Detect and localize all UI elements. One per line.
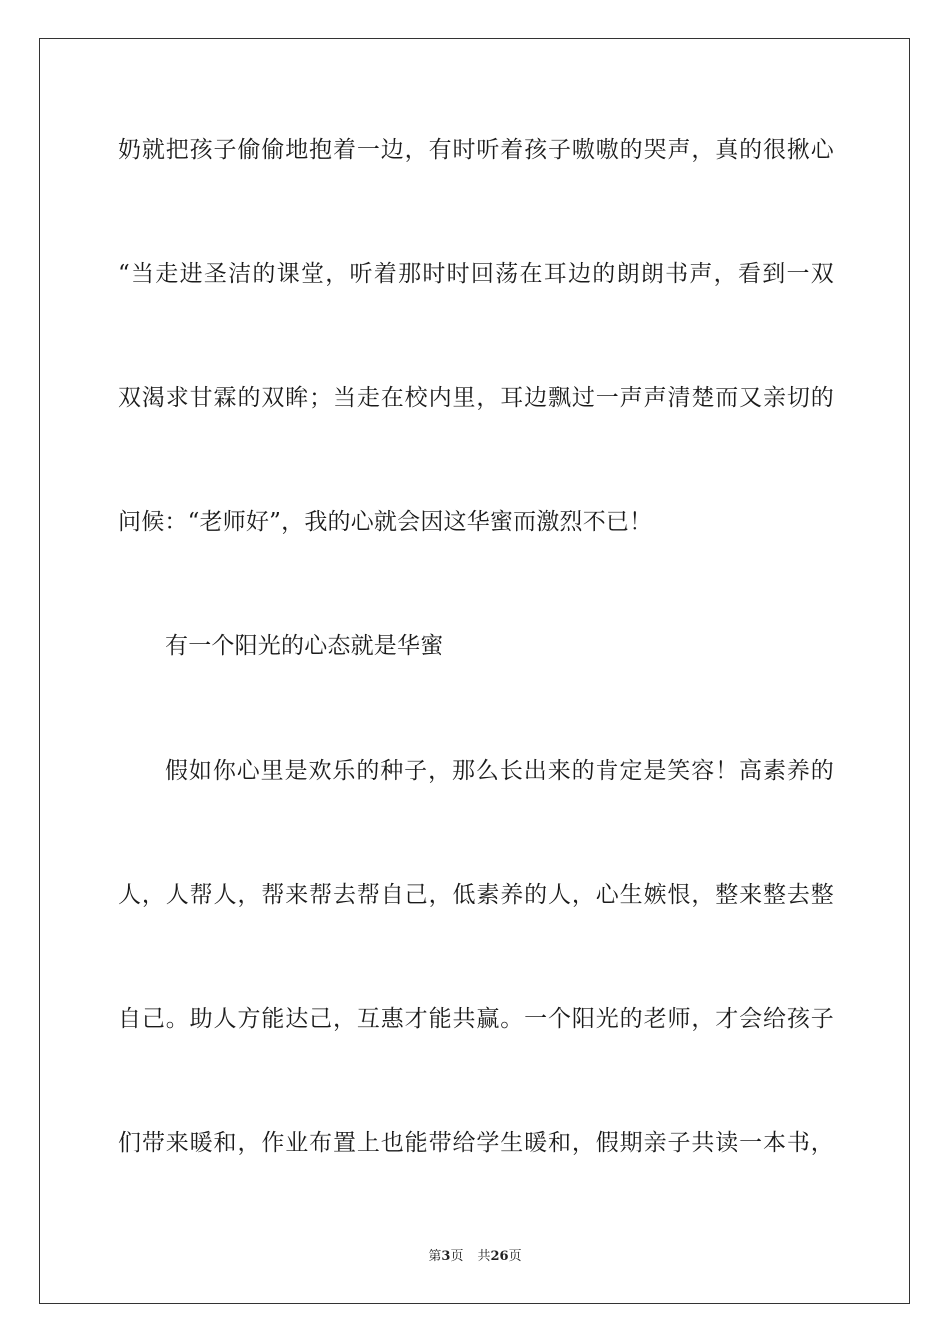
body-text-line-3: 双渴求甘霖的双眸；当走在校内里，耳边飘过一声声清楚而又亲切的 [118, 385, 834, 411]
body-text-line-1: 奶就把孩子偷偷地抱着一边，有时听着孩子嗷嗷的哭声，真的很揪心 [118, 137, 834, 163]
page-border [39, 38, 910, 1304]
footer-total-suffix: 页 [508, 1249, 522, 1264]
footer-total-pages: 26 [490, 1249, 509, 1264]
body-text-line-4: 问候：“老师好”，我的心就会因这华蜜而激烈不已！ [118, 509, 653, 535]
body-text-line-2: “当走进圣洁的课堂，听着那时时回荡在耳边的朗朗书声，看到一双 [118, 261, 834, 287]
page-footer [0, 1248, 950, 1266]
body-text-line-8: 自己。助人方能达己，互惠才能共赢。一个阳光的老师，才会给孩子 [118, 1006, 834, 1032]
footer-page-number: 3 [441, 1249, 451, 1264]
section-heading: 有一个阳光的心态就是华蜜 [165, 633, 444, 659]
body-text-line-9: 们带来暖和，作业布置上也能带给学生暖和，假期亲子共读一本书， [118, 1130, 834, 1156]
footer-page-prefix: 第 [428, 1249, 442, 1264]
body-text-line-7: 人，人帮人，帮来帮去帮自己，低素养的人，心生嫉恨，整来整去整 [118, 882, 834, 908]
footer-page-suffix: 页 [450, 1249, 464, 1264]
footer-total-prefix: 共 [477, 1249, 491, 1264]
body-text-line-6: 假如你心里是欢乐的种子，那么长出来的肯定是笑容！高素养的 [165, 758, 834, 784]
